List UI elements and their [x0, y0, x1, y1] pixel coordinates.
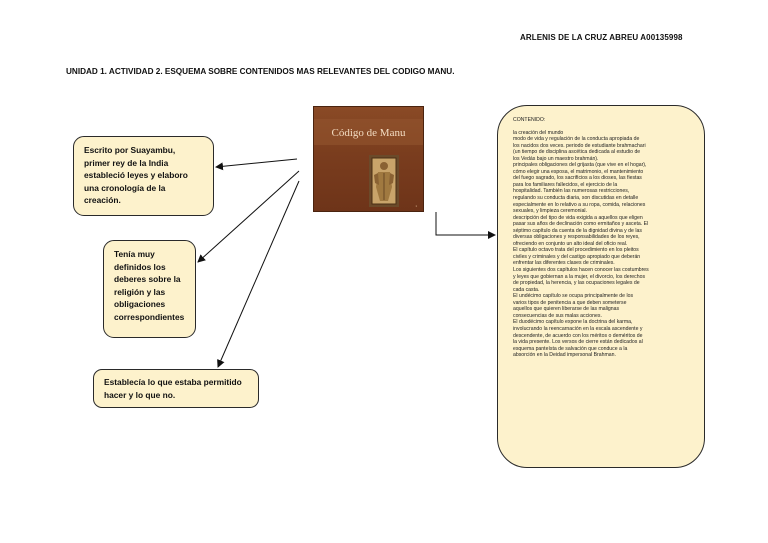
content-line: absorción en la Deidad impersonal Brahman.: [513, 352, 616, 359]
fact-line: hacer y lo que no.: [104, 389, 176, 400]
content-line: esquema panteísta de salvación que conduce a la: [513, 345, 628, 352]
content-line: especialmente en lo relativo a su ropa, comida, relaciones: [513, 201, 646, 208]
content-line: del fuego sagrado, los sacrificios a los dioses, las fiestas: [513, 175, 642, 182]
content-line: Los siguientes dos capítulos hacen conocer las costumbres: [513, 267, 649, 274]
content-line: cómo elegir una esposa, el matrimonio, el mantenimiento: [513, 168, 644, 175]
content-line: aquellos que quieren liberarse de las malignas: [513, 306, 620, 313]
arrow-to-box-3: [218, 181, 299, 367]
fact-line: definidos los: [114, 261, 166, 272]
slide-page-number: 1: [415, 204, 417, 208]
content-line: involucrando la reencarnación en la escala ascendente y: [513, 325, 643, 332]
fact-box-author: [73, 136, 214, 216]
content-line: (un tiempo de disciplina ascética dedicada al estudio de: [513, 149, 641, 156]
content-line: pasar sus años de declinación como ermitaños y asceta. El: [513, 221, 649, 228]
fact-line: obligaciones: [114, 299, 166, 309]
content-line: ofreciendo en conjunto un alto ideal del oficio real.: [513, 240, 628, 247]
content-line: los Vedás bajo un maestro brahmán).: [513, 155, 599, 162]
content-line: para los familiares fallecidos, el ejercicio de la: [513, 181, 618, 188]
fact-line: correspondientes: [114, 311, 185, 322]
fact-line: Establecía lo que estaba permitido: [104, 377, 242, 387]
content-line: de propiedad, la herencia, y las ocupaciones legales de: [513, 280, 640, 287]
content-line: hospitalidad. También las numerosas restricciones,: [513, 188, 630, 195]
content-line: cada casta.: [513, 286, 540, 293]
content-line: regulando su conducta diaria, son discutidas en detalle: [513, 195, 639, 202]
content-line: principales obligaciones del grijasta (que vive en el hogar),: [513, 162, 647, 169]
content-line: civiles y criminales y del castigo apropiado que deberán: [513, 253, 641, 260]
content-line: descendente, de acuerdo con los méritos o deméritos de: [513, 332, 643, 339]
content-line: enfrentar las diferentes clases de criminales.: [513, 260, 615, 267]
content-line: varios tipos de penitencia a que deben someterse: [513, 299, 627, 306]
content-box: [497, 105, 705, 468]
fact-line: Tenía muy: [114, 249, 155, 259]
content-line: El capítulo octavo trata del procedimiento en los pleitos: [513, 247, 639, 254]
content-line: descripción del tipo de vida exigida a aquellos que eligen: [513, 214, 643, 221]
content-line: la creación del mundo: [513, 129, 564, 136]
fact-line: estableció leyes y elaboro: [84, 170, 188, 180]
content-line: los nacidos dos veces. periodo de estudiante brahmachari: [513, 142, 646, 149]
arrow-to-box-1: [216, 159, 297, 167]
slide-title: Código de Manu: [331, 127, 406, 139]
content-line: séptimo capítulo da cuenta de la dignidad divina y de las: [513, 227, 642, 234]
fact-line: religión y las: [114, 286, 166, 297]
arrow-to-content: [436, 212, 495, 235]
content-line: El undécimo capítulo se ocupa principalmente de los: [513, 293, 634, 300]
content-line: sexuales, y limpieza ceremonial.: [513, 208, 587, 215]
content-title: CONTENIDO:: [513, 117, 546, 123]
author-name: ARLENIS DE LA CRUZ ABREU A00135998: [520, 33, 683, 42]
content-line: modo de vida y regulación de la conducta apropiada de: [513, 136, 640, 143]
fact-line: creación.: [84, 195, 121, 205]
content-line: diversas obligaciones y responsabilidades de los reyes,: [513, 234, 640, 241]
fact-line: una cronología de la: [84, 182, 166, 193]
fact-box-permitted: [93, 369, 259, 408]
fact-line: primer rey de la India: [84, 157, 169, 168]
fact-box-duties: [103, 240, 196, 338]
content-line: El duodécimo capítulo expone la doctrina del karma,: [513, 319, 633, 326]
manu-slide-image: [313, 106, 424, 212]
manu-statue-icon: [369, 155, 399, 207]
fact-line: deberes sobre la: [114, 274, 181, 284]
page-heading: UNIDAD 1. ACTIVIDAD 2. ESQUEMA SOBRE CONTENIDOS MAS RELEVANTES DEL CODIGO MANU.: [66, 67, 455, 76]
content-line: consecuencias de sus malas acciones.: [513, 312, 602, 319]
content-line: y leyes que gobiernan a la mujer, el divorcio, los derechos: [513, 273, 646, 280]
fact-line: Escrito por Suayambu,: [84, 145, 176, 155]
content-line: la vida presente. Los versos de cierre están dedicados al: [513, 339, 643, 346]
